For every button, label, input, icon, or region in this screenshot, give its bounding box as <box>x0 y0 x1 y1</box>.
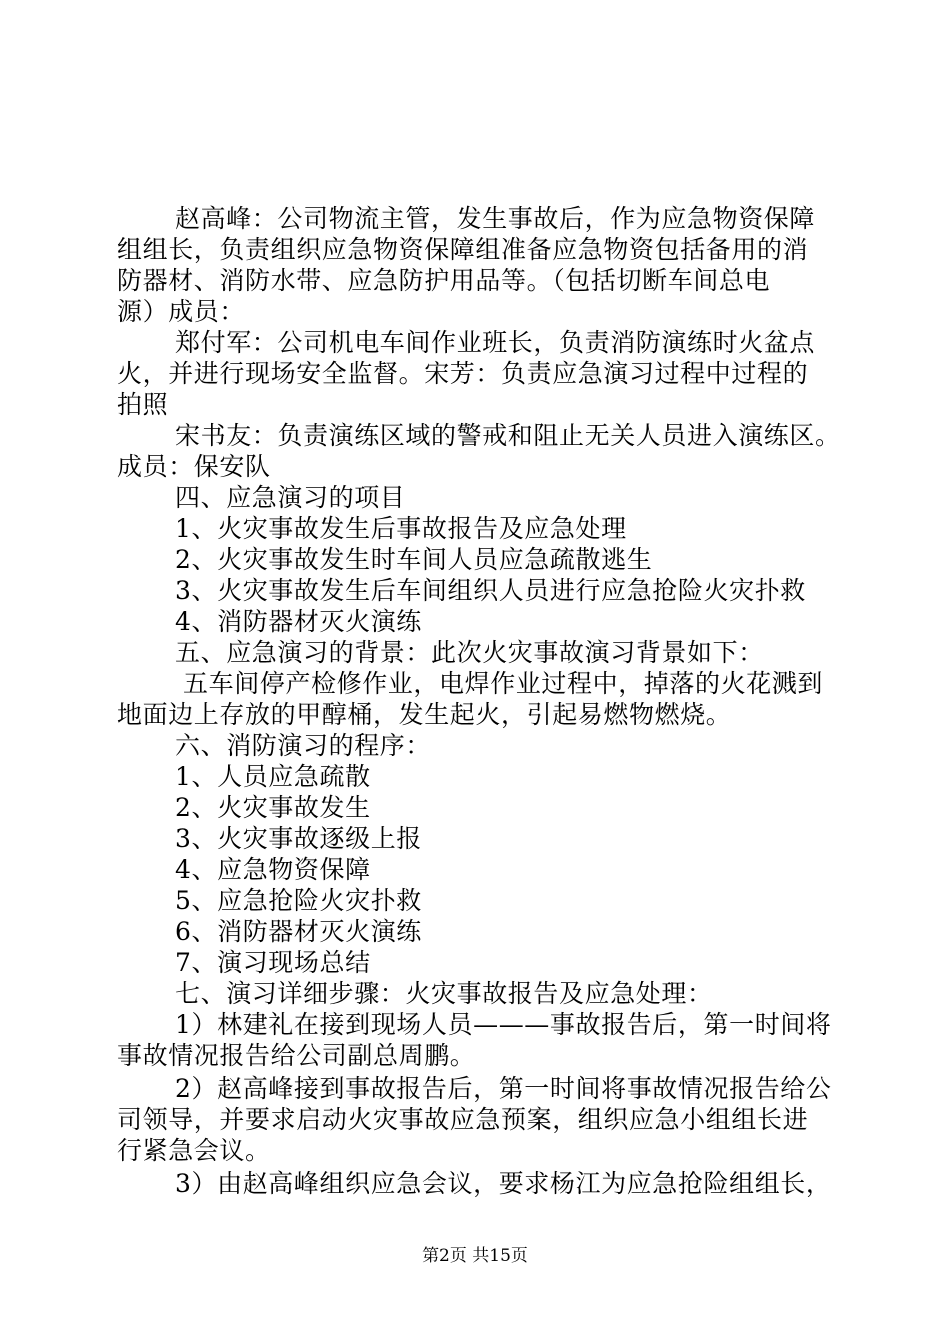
text-line: 行紧急会议。 <box>117 1136 271 1165</box>
list-item: 4、消防器材灭火演练 <box>175 607 422 636</box>
text-line: 拍照 <box>117 390 169 419</box>
section-heading: 四、应急演习的项目 <box>175 483 406 512</box>
text-line: 司领导，并要求启动火灾事故应急预案，组织应急小组组长进 <box>117 1105 809 1134</box>
list-item: 4、应急物资保障 <box>175 855 371 884</box>
list-item: 2、火灾事故发生时车间人员应急疏散逃生 <box>175 545 653 574</box>
list-item: 3、火灾事故发生后车间组织人员进行应急抢险火灾扑救 <box>175 576 806 605</box>
text-line: 赵高峰：公司物流主管，发生事故后，作为应急物资保障 <box>175 204 816 233</box>
list-item: 6、消防器材灭火演练 <box>175 917 422 946</box>
list-item: 5、应急抢险火灾扑救 <box>175 886 422 915</box>
section-heading: 六、消防演习的程序： <box>175 731 432 760</box>
text-line: 组组长，负责组织应急物资保障组准备应急物资包括备用的消 <box>117 235 809 264</box>
text-line: 2）赵高峰接到事故报告后，第一时间将事故情况报告给公 <box>175 1074 832 1103</box>
list-item: 1、人员应急疏散 <box>175 762 371 791</box>
list-item: 1、火灾事故发生后事故报告及应急处理 <box>175 514 627 543</box>
text-line: 源）成员： <box>117 297 246 326</box>
section-heading: 七、演习详细步骤：火灾事故报告及应急处理： <box>175 979 713 1008</box>
text-line: 3）由赵高峰组织应急会议，要求杨江为应急抢险组组长， <box>175 1169 832 1198</box>
text-line: 1）林建礼在接到现场人员———事故报告后，第一时间将 <box>175 1010 832 1039</box>
text-line: 成员：保安队 <box>117 452 271 481</box>
page-number-footer: 第2页 共15页 <box>422 1246 528 1266</box>
text-line: 事故情况报告给公司副总周鹏。 <box>117 1041 476 1070</box>
list-item: 2、火灾事故发生 <box>175 793 371 822</box>
text-line: 郑付军：公司机电车间作业班长，负责消防演练时火盆点 <box>175 328 816 357</box>
text-line: 宋书友：负责演练区域的警戒和阻止无关人员进入演练区。 <box>175 421 841 450</box>
text-line: 火，并进行现场安全监督。宋芳：负责应急演习过程中过程的 <box>117 359 809 388</box>
text-line: 防器材、消防水带、应急防护用品等。（包括切断车间总电 <box>117 266 771 295</box>
list-item: 7、演习现场总结 <box>175 948 371 977</box>
text-line: 五车间停产检修作业，电焊作业过程中，掉落的火花溅到 <box>183 669 824 698</box>
section-heading: 五、应急演习的背景：此次火灾事故演习背景如下： <box>175 638 764 667</box>
text-line: 地面边上存放的甲醇桶，发生起火，引起易燃物燃烧。 <box>117 700 732 729</box>
list-item: 3、火灾事故逐级上报 <box>175 824 422 853</box>
document-body <box>117 203 841 1199</box>
